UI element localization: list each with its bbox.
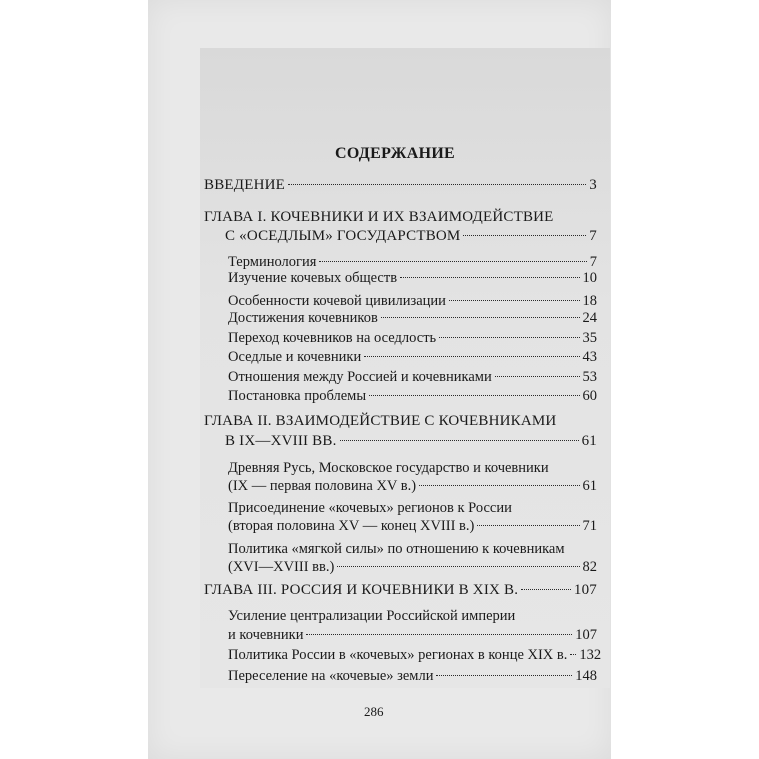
leader-dots [369, 395, 579, 396]
leader-dots [436, 675, 572, 676]
toc-entry-ancient-rus[interactable]: (IX — первая половина XV в.) 61 [228, 478, 597, 494]
leader-dots [400, 277, 579, 278]
leader-dots [340, 440, 579, 441]
leader-dots [477, 525, 579, 526]
leader-dots [288, 184, 586, 185]
toc-entry-nomad-achievements[interactable]: Достижения кочевников 24 [228, 310, 597, 326]
toc-entry-chapter-1[interactable]: С «ОСЕДЛЫМ» ГОСУДАРСТВОМ 7 [225, 228, 597, 244]
toc-entry-soft-power[interactable]: (XVI—XVIII вв.) 82 [228, 559, 597, 575]
toc-section-soft-power-title[interactable]: Политика «мягкой силы» по отношению к кочевникам [228, 541, 565, 557]
toc-chapter-1-title[interactable]: ГЛАВА I. КОЧЕВНИКИ И ИХ ВЗАИМОДЕЙСТВИЕ [204, 209, 554, 225]
leader-dots [319, 261, 586, 262]
page-title: СОДЕРЖАНИЕ [335, 145, 456, 162]
leader-dots [439, 337, 579, 338]
leader-dots [449, 300, 580, 301]
leader-dots [570, 654, 576, 655]
leader-dots [381, 317, 580, 318]
toc-section-ancient-rus-title[interactable]: Древняя Русь, Московское государство и кочевники [228, 460, 549, 476]
toc-entry-nomad-studies[interactable]: Изучение кочевых обществ 10 [228, 270, 597, 286]
toc-chapter-2-title[interactable]: ГЛАВА II. ВЗАИМОДЕЙСТВИЕ С КОЧЕВНИКАМИ [204, 413, 557, 429]
toc-entry-problem-statement[interactable]: Постановка проблемы 60 [228, 388, 597, 404]
toc-entry-russia-policy[interactable]: Политика России в «кочевых» регионах в конце XIX в. 132 [228, 647, 602, 663]
leader-dots [419, 485, 579, 486]
leader-dots [364, 356, 579, 357]
leader-dots [463, 235, 586, 236]
page-number: 286 [364, 704, 384, 719]
toc-section-centralization-title[interactable]: Усиление централизации Российской империи [228, 608, 516, 624]
toc-entry-chapter-2[interactable]: В IX—XVIII ВВ. 61 [225, 433, 597, 449]
toc-entry-centralization[interactable]: и кочевники 107 [228, 627, 597, 643]
toc-entry-resettlement[interactable]: Переселение на «кочевые» земли 148 [228, 668, 597, 684]
leader-dots [337, 566, 579, 567]
toc-entry-nomad-civilization[interactable]: Особенности кочевой цивилизации 18 [228, 293, 597, 309]
toc-entry-annexation[interactable]: (вторая половина XV — конец XVIII в.) 71 [228, 518, 597, 534]
toc-entry-chapter-3[interactable]: ГЛАВА III. РОССИЯ И КОЧЕВНИКИ В XIX В. 107 [204, 582, 597, 598]
leader-dots [521, 589, 571, 590]
toc-entry-introduction[interactable]: ВВЕДЕНИЕ 3 [204, 177, 597, 193]
toc-entry-terminology[interactable]: Терминология 7 [228, 254, 597, 270]
toc-entry-settlement-transition[interactable]: Переход кочевников на оседлость 35 [228, 330, 597, 346]
toc-entry-settled-and-nomads[interactable]: Оседлые и кочевники 43 [228, 349, 597, 365]
leader-dots [495, 376, 580, 377]
toc-entry-russia-nomad-relations[interactable]: Отношения между Россией и кочевниками 53 [228, 369, 597, 385]
toc-section-annexation-title[interactable]: Присоединение «кочевых» регионов к России [228, 500, 512, 516]
leader-dots [306, 634, 572, 635]
